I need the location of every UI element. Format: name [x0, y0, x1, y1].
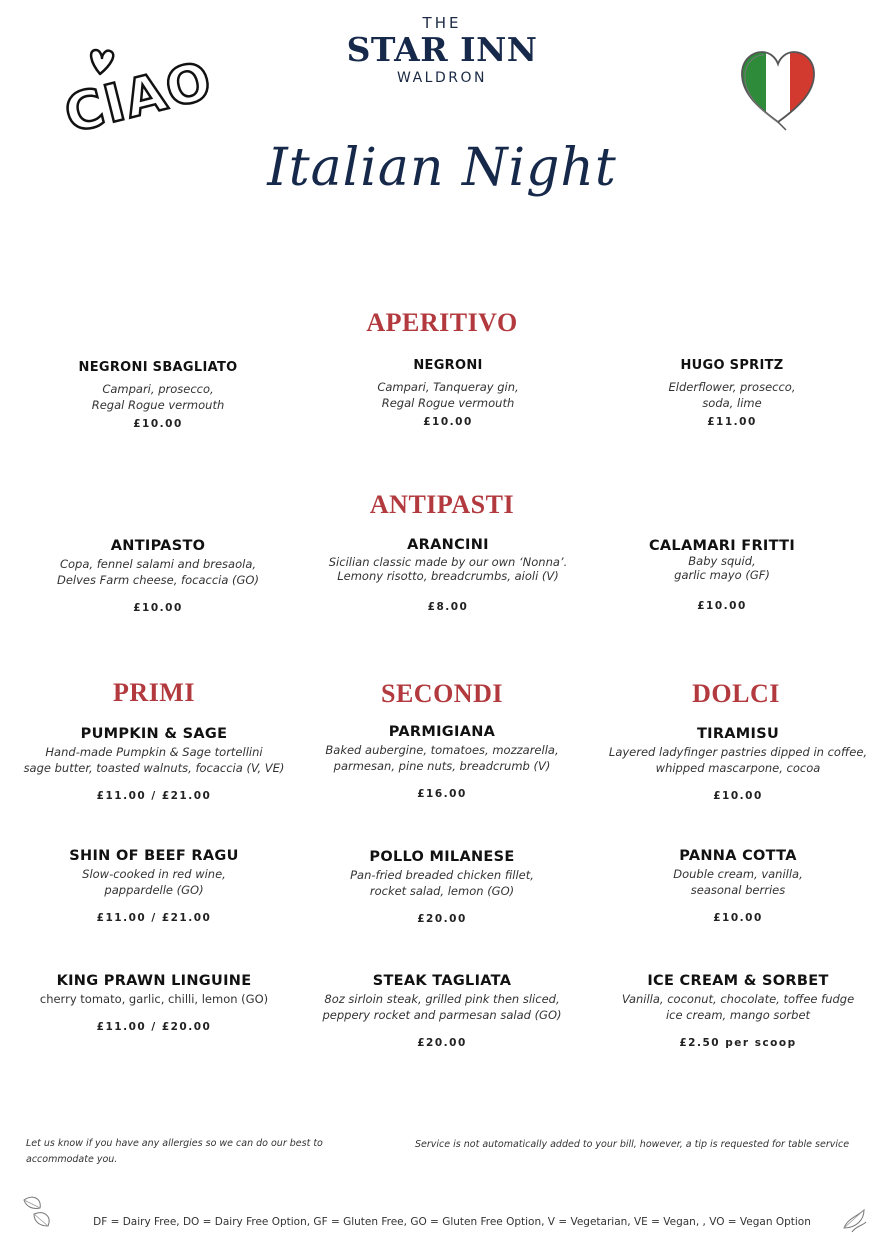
- item-price: £10.00: [133, 602, 183, 614]
- item-name: SHIN OF BEEF RAGU: [69, 848, 239, 864]
- item-description: rocket salad, lemon (GO): [369, 884, 515, 898]
- item-description: peppery rocket and parmesan salad (GO): [322, 1008, 562, 1022]
- item-description: Campari, prosecco,: [102, 382, 214, 396]
- item-price: £11.00: [707, 416, 757, 428]
- item-name: PANNA COTTA: [679, 848, 797, 864]
- item-name: TIRAMISU: [696, 726, 780, 742]
- item-description: Campari, Tanqueray gin,: [377, 380, 519, 394]
- menu-item: [596, 973, 880, 1049]
- menu-item: [592, 358, 872, 428]
- item-price: £8.00: [427, 601, 469, 613]
- allergy-note-line: accommodate you.: [26, 1154, 118, 1165]
- brand-location: WALDRON: [397, 70, 487, 86]
- allergy-note-line: Let us know if you have any allergies so we can do our best to: [26, 1138, 323, 1149]
- item-name: PARMIGIANA: [388, 724, 496, 740]
- section-title-antipasti: ANTIPASTI: [369, 490, 515, 519]
- item-price: £10.00: [713, 912, 763, 924]
- menu-item: [292, 973, 592, 1049]
- menu-item: [8, 538, 308, 614]
- item-name: CALAMARI FRITTI: [648, 538, 796, 554]
- section-title-dolci: DOLCI: [692, 679, 780, 708]
- section-title-secondi: SECONDI: [381, 679, 503, 708]
- item-description: Baby squid,: [688, 554, 756, 568]
- item-name: STEAK TAGLIATA: [372, 973, 512, 989]
- item-description: seasonal berries: [690, 883, 786, 897]
- item-name: NEGRONI: [413, 358, 483, 373]
- item-price: £10.00: [697, 600, 747, 612]
- menu-item: [292, 724, 592, 800]
- brand-name: STAR INN: [346, 30, 538, 69]
- item-price: £2.50 per scoop: [679, 1037, 797, 1049]
- item-name: ANTIPASTO: [110, 538, 206, 554]
- item-description: Delves Farm cheese, focaccia (GO): [57, 573, 259, 587]
- item-description: Elderflower, prosecco,: [668, 380, 796, 394]
- menu-item: [596, 726, 880, 802]
- item-description: Regal Rogue vermouth: [381, 396, 515, 410]
- item-description: parmesan, pine nuts, breadcrumb (V): [333, 759, 551, 773]
- item-description: Slow-cooked in red wine,: [82, 867, 226, 881]
- brand-prefix: THE: [422, 14, 462, 32]
- italian-flag-heart-icon: [738, 48, 818, 132]
- item-price: £10.00: [713, 790, 763, 802]
- item-description: Copa, fennel salami and bresaola,: [59, 557, 257, 571]
- leaf-doodle-icon: [18, 1192, 58, 1232]
- item-description: Vanilla, coconut, chocolate, toffee fudge: [621, 992, 855, 1006]
- menu-item: [4, 848, 304, 924]
- menu-item: [292, 849, 592, 925]
- ciao-text: CIAO: [58, 50, 219, 146]
- item-description: Baked aubergine, tomatoes, mozzarella,: [325, 743, 559, 757]
- item-description: cherry tomato, garlic, chilli, lemon (GO): [39, 992, 269, 1006]
- item-name: POLLO MILANESE: [369, 849, 515, 865]
- item-name: PUMPKIN & SAGE: [80, 726, 228, 742]
- item-description: pappardelle (GO): [104, 883, 204, 897]
- dietary-legend: DF = Dairy Free, DO = Dairy Free Option, GF = Gluten Free, GO = Gluten Free Option, V = Vegetarian, VE = Vegan, , VO = Vegan Option: [93, 1216, 811, 1228]
- page-title: Italian Night: [267, 138, 617, 198]
- service-note: Service is not automatically added to your bill, however, a tip is requested for table service: [415, 1139, 850, 1150]
- item-description: Lemony risotto, breadcrumbs, aioli (V): [337, 569, 559, 583]
- item-description: garlic mayo (GF): [674, 568, 770, 582]
- item-description: Hand-made Pumpkin & Sage tortellini: [45, 745, 263, 759]
- menu-item: [4, 726, 304, 802]
- menu-item: [572, 538, 872, 612]
- item-description: Regal Rogue vermouth: [91, 398, 225, 412]
- item-name: NEGRONI SBAGLIATO: [78, 360, 238, 375]
- item-price: £10.00: [423, 416, 473, 428]
- item-description: 8oz sirloin steak, grilled pink then sliced,: [324, 992, 560, 1006]
- item-name: HUGO SPRITZ: [680, 358, 784, 373]
- item-description: whipped mascarpone, cocoa: [655, 761, 821, 775]
- item-price: £20.00: [417, 913, 467, 925]
- item-description: ice cream, mango sorbet: [665, 1008, 811, 1022]
- item-description: Sicilian classic made by our own ‘Nonna’.: [328, 555, 568, 569]
- item-price: £11.00 / £20.00: [96, 1021, 212, 1033]
- allergy-note: [26, 1136, 366, 1168]
- section-title-aperitivo: APERITIVO: [366, 308, 518, 337]
- menu-item: [308, 358, 588, 428]
- item-price: £20.00: [417, 1037, 467, 1049]
- item-name: ICE CREAM & SORBET: [647, 973, 829, 989]
- ciao-doodle: [58, 44, 219, 148]
- menu-item: [4, 973, 304, 1033]
- menu-item: [596, 848, 880, 924]
- item-name: KING PRAWN LINGUINE: [56, 973, 252, 989]
- item-description: Double cream, vanilla,: [673, 867, 803, 881]
- item-price: £16.00: [417, 788, 467, 800]
- menu-item: [18, 360, 298, 430]
- item-description: Layered ladyfinger pastries dipped in coffee,: [608, 745, 868, 759]
- menu-item: [298, 537, 598, 613]
- section-title-primi: PRIMI: [113, 678, 195, 707]
- item-description: sage butter, toasted walnuts, focaccia (V, VE): [23, 761, 285, 775]
- leaf-doodle-icon: [840, 1206, 870, 1236]
- item-name: ARANCINI: [407, 537, 489, 553]
- item-description: Pan-fried breaded chicken fillet,: [350, 868, 534, 882]
- item-price: £10.00: [133, 418, 183, 430]
- item-description: soda, lime: [702, 396, 762, 410]
- item-price: £11.00 / £21.00: [96, 912, 212, 924]
- item-price: £11.00 / £21.00: [96, 790, 212, 802]
